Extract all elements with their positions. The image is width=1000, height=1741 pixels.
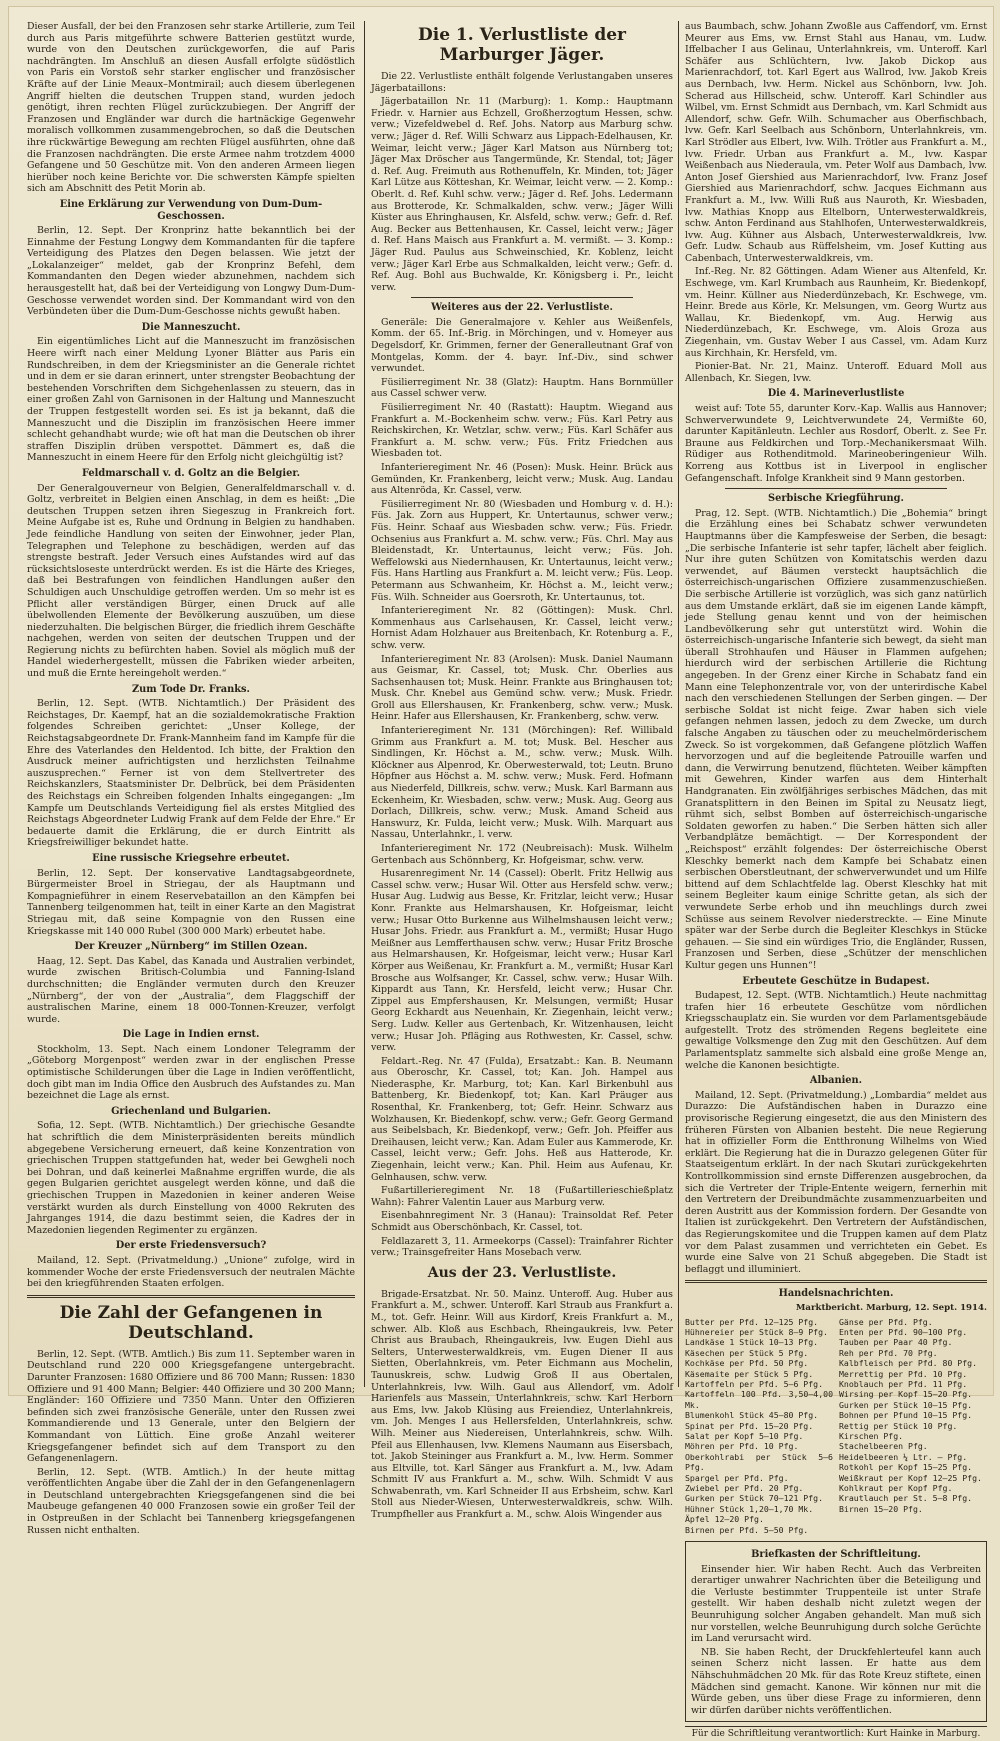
casualty-list: aus Baumbach, schw. Johann Zwoßle aus Caffendorf, vm. Ernst Meurer aus Ems, vw. Ernst Stahl aus Hanau, vm. Ludw. Iffelbacher I aus Gelinau, Unterlahnkreis, vm. Unteroff. Karl Schäfer aus Schlüchtern, lvw. Jakob Dickop aus Marienrachdorf, tot. Karl Egert aus Wallrod, lvw. Jakob Kreis aus Dernbach, lvw. Herm. Nickel aus Schönborn, lvw. Joh. Scherad aus Hillscheid, schw. Unteroff. Karl Schindler aus Wilbel, vm. Ernst Schmidt aus Dernbach, vm. Karl Schmidt aus Allendorf, schw. Gefr. Wilh. Schumacher aus Oberfischbach, lvw. Gefr. Karl Seelbach aus Schönborn, Unterlahnkreis, vm. Karl Strödler aus Elbert, lvw. Wilh. Trötler aus Frankfurt a. M., lvw. Friedr. Urban aus Frankfurt a. M., lvw. Kaspar Weißenbach aus Niederaula, vm. Peter Wolf aus Dambach, lvw. Anton Josef Giershied aus Marienrachdorf, lvw. Franz Josef Giershied aus Marienrachdorf, schw. Jacques Eichmann aus Frankfurt a. M., lvw. Willi Ruß aus Nauroth, Kr. Wiesbaden, lvw. Mathias Knopp aus Eltelborn, Unterwesterwaldkreis, schw. Anton Ferdinand aus Stahlhofen, Unterwesterwaldkreis, lvw. Aug. Kühner aus Alsbach, Unterwesterwaldkreis, lvw. Gefr. Ludw. Schaub aus Rüffelsheim, vm. Josef Kutting aus Cabenbach, Unterwesterwaldkreis, vm.	[685, 21, 987, 264]
casualty-list: Infanterieregiment Nr. 172 (Neubreisach): Musk. Wilhelm Gertenbach aus Schönnberg, Kr. Hofgeismar, schw. verw.	[371, 843, 673, 866]
casualty-list: Inf.-Reg. Nr. 82 Göttingen. Adam Wiener aus Altenfeld, Kr. Eschwege, vm. Karl Krumbach aus Raunheim, Kr. Biedenkopf, vm. Heinr. Küllner aus Niederdünzebach, Kr. Eschwege, vm. Heinr. Brede aus Körle, Kr. Melsungen, vm. Georg Wurtz aus Wallau, Kr. Biedenkopf, vm. Aug. Herwig aus Niederdünzebach, Kr. Eschwege, vm. Alois Groza aus Ziegenhain, vm. Gustav Weber I aus Cassel, vm. Adam Kurz aus Kirchhain, Kr. Hersfeld, vm.	[685, 266, 987, 359]
newspaper-page	[8, 6, 994, 1740]
article-heading: Die 4. Marineverlustliste	[767, 388, 905, 400]
article-paragraph: Der Generalgouverneur von Belgien, Generalfeldmarschall v. d. Goltz, verbreitet in Belgien einen Anschlag, in dem es heißt: „Die deutschen Truppen setzen ihren Siegeszug in Frankreich fort. Meine Aufgabe ist es, Ruhe und Ordnung in Belgien zu handhaben. Jede feindliche Handlung von seiten der Einwohner, jeder Plan, Telegraphen und Telephone zu beschädigen, werden auf das strengste bestraft. Jeder Versuch eines Aufstandes wird auf das rücksichtsloseste unterdrückt werden. Es ist die Härte des Krieges, daß bei Bestrafungen von feindlichen Handlungen außer den Schuldigen auch Unschuldige getroffen werden. Um so mehr ist es Pflicht aller verständigen Bürger, einen Druck auf alle übelwollenden Elemente der Bevölkerung auszuüben, um diese niederzuhalten. Die belgischen Bürger, die friedlich ihrem Geschäfte nachgehen, werden von seiten der deutschen Truppen und der Regierung nichts zu befürchten haben. Soviel als möglich muß der Handel wiederhergestellt, müssen die Fabriken wieder arbeiten, und muß die Ernte hereingeholt werden.“	[27, 482, 355, 680]
article-heading: Griechenland und Bulgarien.	[111, 1105, 271, 1117]
column-rule	[364, 21, 365, 1387]
article-heading: Handelsnachrichten.	[778, 1288, 894, 1300]
column-left	[27, 21, 356, 1536]
letters-box-paragraph: Einsender hier. Wir haben Recht. Auch das Verbreiten derartiger unwahrer Nachrichten über die Beteiligung und die Verluste bestimmter Truppenteile ist unter Strafe gestellt. Wir haben deshalb nicht zuletzt wegen der Beunruhigung solcher Angaben gehandelt. Man muß sich nur vorstellen, welche Beunruhigung durch solche Gerüchte im Land verursacht wird.	[691, 1563, 981, 1645]
article-heading: Der Kreuzer „Nürnberg“ im Stillen Ozean.	[74, 941, 308, 953]
article-paragraph: Berlin, 12. Sept. (WTB. Amtlich.) Bis zum 11. September waren in Deutschland rund 220 000 Kriegsgefangene untergebracht. Darunter Franzosen: 1680 Offiziere und 86 700 Mann; Russen: 1830 Offiziere und 91 400 Mann; Belgier: 440 Offiziere und 30 200 Mann; Engländer: 160 Offiziere und 7350 Mann. Unter den Offizieren befinden sich zwei französische Generäle, unter den Russen zwei Kommandierende und 13 Generale, unter den Belgiern der Kommandant von Lüttich. Eine große Anzahl weiterer Kriegsgefangener befindet sich auf dem Transport zu den Gefangenenlagern.	[27, 1348, 355, 1465]
article-paragraph: Die 22. Verlustliste enthält folgende Verlustangaben unseres Jägerbataillons:	[371, 71, 673, 94]
section-divider	[685, 1280, 987, 1283]
article-paragraph: Haag, 12. Sept. Das Kabel, das Kanada und Australien verbindet, wurde zwischen Britisch-Columbia und Fanning-Island durchschnitten; die Engländer vermuten durch den Kreuzer „Nürnberg“, der von der „Australia“, dem Flaggschiff der australischen Marine, einem 18 000-Tonnen-Kreuzer, verfolgt wurde.	[27, 955, 355, 1025]
article-paragraph: weist auf: Tote 55, darunter Korv.-Kap. Wallis aus Hannover; Schwerverwundete 9, Leichtverwundete 24, Vermißte 60, darunter Kapitänleutn. Lechler aus Rosdorf, Oberlt. z. See Fr. Braune aus Feldkirchen und Torp.-Mechanikersmaat Wilh. Rüdiger aus Rothenditmold. Marineoberingenieur Wilh. Korreng aus Kottbus ist in Liverpool in englischer Gefangenschaft. Infolge Krankheit sind 9 Mann gestorben.	[685, 403, 987, 484]
article-heading: Der erste Friedensversuch?	[115, 1240, 267, 1252]
article-paragraph: Budapest, 12. Sept. (WTB. Nichtamtlich.) Heute nachmittag trafen hier 16 erbeutete Geschütze vom nördlichen Kriegsschauplatz ein. Sie wurden vor dem Parlamentsgebäude aufgestellt. Trotz des strömenden Regens begleitete eine gewaltige Volksmenge den Zug mit den Geschützen. Auf dem Parlamentsplatz sammelte sich alsbald eine große Menge an, welche die Kanonen besichtigte.	[685, 990, 987, 1071]
article-paragraph: Sofia, 12. Sept. (WTB. Nichtamtlich.) Der griechische Gesandte hat schriftlich die dem Ministerpräsidenten bereits mündlich abgegebene Versicherung erneuert, daß keine Konzentration von griechischen Truppen stattgefunden hat, weder bei Gewgheli noch bei Dohran, und daß keinerlei Maßnahme ergriffen wurde, die als gegen Bulgarien gerichtet ausgelegt werden könne, und daß die griechischen Truppen in Mazedonien in keiner anderen Weise verstärkt wurden als durch Einstellung von 4000 Rekruten des Jahrganges 1914, die dazu bestimmt seien, die Kadres der in Mazedonien liegenden Regimenter zu ergänzen.	[27, 1120, 355, 1236]
casualty-list: Füsilierregiment Nr. 40 (Rastatt): Hauptm. Wiegand aus Frankfurt a. M.-Bockenheim schw. verw.; Füs. Karl Petry aus Reichskirchen, Kr. Wetzlar, schw. verw.; Füs. Karl Schäfer aus Frankfurt a. M. schw. verw.; Füs. Fritz Friedchen aus Wiesbaden tot.	[371, 402, 673, 460]
article-heading: Feldmarschall v. d. Goltz an die Belgier.	[81, 467, 301, 479]
article-heading: Weiteres aus der 22. Verlustliste.	[431, 302, 613, 314]
casualty-list: Infanterieregiment Nr. 46 (Posen): Musk. Heinr. Brück aus Gemünden, Kr. Frankenberg, leicht verw.; Musk. Aug. Landau aus Altenröda, Kr. Cassel, verw.	[371, 462, 673, 497]
article-paragraph: Berlin, 12. Sept. Der konservative Landtagsabgeordnete, Bürgermeister Broel in Striegau, der als Hauptmann und Kompagnieführer in einem Reservebataillon an den Kämpfen bei Tannenberg teilgenommen hat, teilt in einer Karte an den Magistrat Striegau mit, daß seine Kompagnie von den Russen eine Kriegskasse mit 140 000 Rubel (300 000 Mark) erbeutet habe.	[27, 867, 355, 937]
casualty-list: Infanterieregiment Nr. 82 (Göttingen): Musk. Chrl. Kommenhaus aus Carlsehausen, Kr. Cassel, leicht verw.; Hornist Adam Holzhauer aus Breitenbach, Kr. Rotenburg a. F., schw. verw.	[371, 605, 673, 651]
article-paragraph: Berlin, 12. Sept. Der Kronprinz hatte bekanntlich bei der Einnahme der Festung Longwy dem Kommandanten für die tapfere Verteidigung des Platzes den Degen belassen. Wie jetzt der „Lokalanzeiger“ meldet, gab der Kronprinz Befehl, dem Kommandanten den Degen wieder abzunehmen, nachdem sich herausgestellt hat, daß bei der Verteidigung von Longwy Dum-Dum-Geschosse verwendet worden sind. Der Kommandant wird von den Verbündeten über die Dum-Dum-Geschosse nichts gewußt haben.	[27, 225, 355, 318]
article-paragraph: Berlin, 12. Sept. (WTB. Nichtamtlich.) Der Präsident des Reichstages, Dr. Kaempf, hat an die sozialdemokratische Fraktion folgendes Schreiben gerichtet: „Unser Kollege, der Reichstagsabgeordnete Dr. Frank-Mannheim fand im Kampfe für die Ehre des Vaterlandes den Heldentod. Ich bitte, der Fraktion den Ausdruck meiner aufrichtigsten und herzlichsten Teilnahme auszusprechen.“ Ferner ist von dem Stellvertreter des Reichskanzlers, Staatsminister Dr. Delbrück, bei dem Präsidenten des Reichstags ein Schreiben folgenden Inhalts eingegangen: „Im Kampfe um Deutschlands Verteidigung fiel als erstes Mitglied des Reichstags Abgeordneter Ludwig Frank auf dem Felde der Ehre.“ Er bedauerte damit die Erklärung, die er durch Eintritt als Kriegsfreiwilliger bekundet hatte.	[27, 698, 355, 849]
article-heading: Zum Tode Dr. Franks.	[132, 683, 250, 695]
article-paragraph: Prag, 12. Sept. (WTB. Nichtamtlich.) Die „Bohemia“ bringt die Erzählung eines bei Schabatz schwer verwundeten Hauptmanns über die Kampfesweise der Serben, die besagt: „Die serbische Infanterie ist sehr tapfer, lächelt aber feiglich. Nur ihre guten Schützen von Komitatschis werden dazu verwendet, auf Bäumen versteckt hauptsächlich die österreichisch-ungarischen Offiziere zusammenzuschießen. Die serbische Artillerie ist vorzüglich, was sich ganz natürlich aus dem Umstande erklärt, daß sie im eigenen Lande kämpft, jede Stellung genau kennt und von der heimischen Landbevölkerung sehr gut unterstützt wird. Wohin die österreichisch-ungarische Infanterie sich bewegt, da sieht man überall Strohhaufen und Häuser in Flammen aufgehen; hierdurch wird der serbischen Artillerie die Richtung angegeben. In der Grenz einer Kirche in Schabatz fand ein Mann eine Telephonzentrale vor, von der unterirdische Kabel nach den verschiedenen Stellungen der Serben gingen. — Der serbische Soldat ist nicht feige. Zwar haben sich viele gefangen nehmen lassen, jedoch zu dem Zwecke, um durch falsche Angaben zu täuschen oder zu meuchelmörderischem Zweck. So ist vorgekommen, daß Gefangene plötzlich Waffen hervorzogen und auf die begleitende Patrouille warfen und dann, die Verwirrung benutzend, flüchteten. Weiber kämpften mit Gewehren, Kinder warfen aus dem Hinterhalt Handgranaten. Ein zwölfjähriges serbisches Mädchen, das mit Granatsplittern in den Beinen im Spital zu Neusatz liegt, rühmt sich, selbst Bomben auf österreichisch-ungarische Soldaten geworfen zu haben.“ Die Serben hätten sich aller Verbandplätze bemächtigt. — Der Korrespondent der „Reichspost“ erzählt folgendes: Der österreichische Oberst Kleschky bemerkt nach dem Kampfe bei Schabatz einen serbischen Oberstleutnant, der schwerverwundet und um Hilfe bittend auf dem Schlachtfelde lag. Oberst Kleschky hat mit seinem Begleiter kaum einige Schritte getan, als sich der verwundete Serbe erhob und ihn meuchlings durch zwei Schüsse aus seinem Revolver niederstreckte. — Eine Minute später war der Serbe durch die Begleiter Kleschkys in Stücke gehauen. — Sie sind ein würdiges Trio, die Engländer, Russen, Franzosen und Serben, diese „Schützer der menschlichen Kultur gegen uns Hunnen“!	[685, 507, 987, 971]
casualty-list: Brigade-Ersatzbat. Nr. 50. Mainz. Unteroff. Aug. Huber aus Frankfurt a. M., schwer. Unteroff. Karl Straub aus Frankfurt a. M., tot. Gefr. Heinr. Will aus Kirdorf, Kreis Frankfurt a. M., schwer. Alb. Kloß aus Eschbach, Rheingaukreis, lvw. Peter Christ aus Braubach, Rheingaukreis, lvw. Eugen Diehl aus Selters, Unterwesterwaldkreis, vm. Eugen Diener II aus Sietten, Oberlahnkreis, vm. Peter Eichmann aus Mochelin, Taunuskreis, schw. Ludwig Groß II aus Obertalen, Unterlahnkreis, lvw. Wilh. Gaul aus Allendorf, vm. Adolf Harienfels aus Massein, Unterlahnkreis, schw. Karl Herborn aus Ems, lvw. Jakob Klüsing aus Freiendiez, Unterlahnkreis, vm. Joh. Menges I aus Hellersfelden, Unterlahnkreis, schw. Wilh. Meiner aus Niedereisen, Unterlahnkreis, schw. Wilh. Pfeil aus Ellenhausen, lvw. Klemens Naumann aus Eisersbach, tot. Jakob Steininger aus Frankfurt a. M., lvw. Herm. Sommer aus Eltville, tot. Karl Sänger aus Frankfurt a. M., lvw. Adam Schmitt IV aus Frankfurt a. M., schw. Wilh. Schmidt V aus Schwabenrath, vm. Karl Schneider II aus Erbsheim, schw. Karl Stoll aus Nieder-Wiesen, Unterwesterwaldkreis, schw. Wilh. Trumpfheller aus Frankfurt a. M., schw. Alois Wingender aus	[371, 1288, 673, 1521]
market-report-header: Marktbericht. Marburg, 12. Sept. 1914.	[795, 1302, 987, 1313]
casualty-list: Feldart.-Reg. Nr. 47 (Fulda), Ersatzabt.: Kan. B. Neumann aus Oberoschr, Kr. Cassel, tot; Kan. Joh. Hampel aus Niederasphe, Kr. Marburg, tot; Kan. Karl Birkenbuhl aus Battenberg, Kr. Biedenkopf, tot; Kan. Karl Präuger aus Rosenthal, Kr. Frankenberg, tot; Gefr. Heinr. Schwarz aus Wolzhausen, Kr. Biedenkopf, schw. verw.; Gefr. Georg Germand aus Seibelsbach, Kr. Biedenkopf, verw.; Gefr. Joh. Pfeiffer aus Dreihausen, leicht verw.; Kan. Adam Euler aus Kammerode, Kr. Cassel, leicht verw.; Gefr. Johs. Heß aus Hatterode, Kr. Ziegenhain, leicht verw.; Kan. Phil. Heim aus Aufenau, Kr. Gelnhausen, schw. verw.	[371, 1055, 673, 1183]
article-heading: Albanien.	[809, 1075, 863, 1087]
section-headline: Aus der 23. Verlustliste.	[427, 1264, 617, 1281]
article-heading: Serbische Kriegführung.	[768, 493, 904, 505]
casualty-list: Eisenbahnregiment Nr. 3 (Hanau): Trainsoldat Ref. Peter Schmidt aus Oberschönbach, Kr. Cassel, tot.	[371, 1210, 673, 1233]
casualty-list: Füsilierregiment Nr. 38 (Glatz): Hauptm. Hans Bornmüller aus Cassel schwer verw.	[371, 376, 673, 400]
article-heading: Die Manneszucht.	[141, 321, 241, 333]
section-divider	[27, 1295, 355, 1298]
column-middle	[371, 21, 673, 1521]
divider	[411, 297, 633, 298]
article-paragraph: Mailand, 12. Sept. (Privatmeldung.) „Unione“ zufolge, wird in kommender Woche der erste Friedensversuch der neutralen Mächte bei den kriegführenden Staaten erfolgen.	[27, 1254, 355, 1290]
casualty-list: Fußartillerieregiment Nr. 18 (Fußartillerieschießplatz Wahn): Fahrer Valentin Lauer aus Marburg verw.	[371, 1185, 673, 1208]
letters-box	[685, 1541, 987, 1722]
article-paragraph: Mailand, 12. Sept. (Privatmeldung.) „Lombardia“ meldet aus Durazzo: Die Aufständischen haben in Durazzo eine provisorische Regierung eingesetzt, die aus den Ministern des früheren Fürsten von Albanien besteht. Die neue Regierung hat in offizieller Form die Entthronung Wilhelms von Wied erklärt. Die Regierung hat die in Durazzo gelegenen Güter für Staatseigentum erklärt. In der nach Skutari zurückgekehrten Kontrollkommission sind ernste Differenzen ausgebrochen, da sich die Vertreter der Triple-Entente weigern, fernerhin mit den Vertretern der Dreibundmächte zusammenzuarbeiten und deren Austritt aus der Kommission fordern. Der Gesandte von Italien ist zurückgekehrt. Den Vertretern der Aufständischen, das Regierungskomitee und die Truppen kamen auf dem Platz vor dem Palast zusammen und verrichteten ein Gebet. Es wurde eine Salve von 21 Schuß abgegeben. Die Stadt ist beflaggt und illuminiert.	[685, 1089, 987, 1275]
casualty-list: Jägerbataillon Nr. 11 (Marburg): 1. Komp.: Hauptmann Friedr. v. Harnier aus Echzell, Großherzogtum Hessen, schw. verw.; Vizefeldwebel d. Ref. Johs. Natorp aus Marburg schw. verw.; Jäger d. Ref. Willi Schwarz aus Lippach-Edelhausen, Kr. Weimar, leicht verw.; Jäger Karl Matson aus Nürnberg tot; Jäger Max Dröscher aus Tangermünde, Kr. Stendal, tot; Jäger d. Ref. Aug. Freimuth aus Rothenuffeln, Kr. Minden, tot; Jäger Karl Lütze aus Kötteshan, Kr. Weimar, leicht verw. — 2. Komp.: Oberlt. d. Ref. Kuhl schw. verw.; Jäger d. Ref. Johs. Ledermann aus Brotterode, Kr. Schmalkalden, schw. verw.; Jäger Willi Küster aus Ehringhausen, Kr. Alsfeld, schw. verw.; Gefr. d. Ref. Aug. Becker aus Bettenhausen, Kr. Cassel, leicht verw.; Jäger d. Ref. Hans Maisch aus Frankfurt a. M. vermißt. — 3. Komp.: Jäger Rud. Paulus aus Schweinschied, Kr. Koblenz, leicht verw.; Jäger Karl Erbe aus Schmalkalden, leicht verw.; Gefr. d. Ref. Aug. Bohl aus Buchwalde, Kr. Königsberg i. Pr., leicht verw.	[371, 96, 673, 293]
article-paragraph: Berlin, 12. Sept. (WTB. Amtlich.) In der heute mittag veröffentlichten Angabe über die Zahl der in den Gefangenenlagern in Deutschland untergebrachten Kriegsgefangenen sind die bei Maubeuge gefangenen 40 000 Franzosen sowie ein großer Teil der in Ostpreußen in der Schlacht bei Tannenberg kriegsgefangenen Russen nicht enthalten.	[27, 1466, 355, 1536]
casualty-list: Generäle: Die Generalmajore v. Kehler aus Weißenfels, Komm. der 65. Inf.-Brig. in Mörchingen, und v. Homeyer aus Degelsdorf, Kr. Grimmen, ferner der Generalleutnant Graf von Montgelas, Komm. der 4. bayr. Inf.-Div., sind schwer verwundet.	[371, 316, 673, 375]
article-heading: Eine russische Kriegsehre erbeutet.	[92, 852, 290, 864]
casualty-list: Füsilierregiment Nr. 80 (Wiesbaden und Homburg v. d. H.): Füs. Jak. Zorn aus Huppert, Kr. Untertaunus, schwer verw.; Füs. Heinr. Schaaf aus Wiesbaden schw. verw.; Füs. Friedr. Ochsenius aus Frankfurt a. M. schw. verw.; Füs. Chrl. May aus Bleidenstadt, Kr. Untertaunus, leicht verw.; Füs. Joh. Weffelowski aus Niedernhausen, Kr. Untertaunus, leicht verw.; Füs. Hans Hartling aus Frankfurt a. M. leicht verw.; Füs. Leop. Petermann aus Schwanheim, Kr. Höchst a. M., leicht verw.; Füs. Wilh. Schneider aus Goersroth, Kr. Untertaunus, tot.	[371, 498, 673, 603]
letters-box-title: Briefkasten der Schriftleitung.	[751, 1549, 921, 1561]
article-heading: Eine Erklärung zur Verwendung von Dum-Dum-Geschossen.	[59, 198, 323, 222]
casualty-list: Feldlazarett 3, 11. Armeekorps (Cassel): Trainfahrer Richter verw.; Trainsgefreiter Hans Mosebach verw.	[371, 1235, 673, 1259]
article-paragraph: Dieser Ausfall, der bei den Franzosen sehr starke Artillerie, zum Teil durch aus Paris mitgeführte schwere Batterien gestützt wurde, wurde von den Deutschen zurückgeworfen, die auf Paris nachdrängten. Im Anschluß an diesen Ausfall erfolgte südöstlich von Paris ein Vorstoß sehr starker englischer und französischer Kräfte auf der Linie Meaux–Montmirail; auch diesem überlegenen Angriff hielten die deutschen Truppen stand, wurden jedoch genötigt, ihren rechten Flügel zurückzubiegen. Der Angriff der Franzosen und Engländer war durch die hartnäckige Gegenwehr moralisch vollkommen zusammengebrochen, so daß die Deutschen ihre rückwärtige Bewegung am rechten Flügel ausführten, ohne daß die Franzosen nachdrängten. Die erste Armee nahm trotzdem 4000 Gefangene und 50 Geschütze mit. Von den anderen Armeen liegen hierüber noch keine Berichte vor. Die schwersten Kämpfe spielten sich am Abschnitt des Petit Morin ab.	[27, 21, 356, 195]
casualty-list: Pionier-Bat. Nr. 21, Mainz. Unteroff. Eduard Moll aus Allenbach, Kr. Siegen, lvw.	[685, 361, 987, 384]
casualty-list: Infanterieregiment Nr. 83 (Arolsen): Musk. Daniel Naumann aus Geismar, Kr. Cassel, tot; Musk. Chr. Oberlies aus Sachsenhausen tot; Musk. Heinr. Frankte aus Bringhausen tot; Musk. Chr. Knebel aus Gemünd schw. verw.; Musk. Friedr. Groll aus Ellershausen, Kr. Frankenberg, schw. verw.; Musk. Heinr. Hafer aus Ellershausen, Kr. Frankenberg, schw. verw.	[371, 653, 673, 723]
section-headline: Die Zahl der Gefangenen in Deutschland.	[59, 1302, 323, 1343]
article-heading: Die Lage in Indien ernst.	[122, 1029, 260, 1041]
casualty-list: Husarenregiment Nr. 14 (Cassel): Oberlt. Fritz Hellwig aus Cassel schw. verw.; Husar Wil. Otter aus Hersfeld schw. verw.; Husar Aug. Ludwig aus Besse, Kr. Fritzlar, leicht verw.; Husar Konr. Frankte aus Helmarshausen, Kr. Hofgeismar, leicht verw.; Husar Otto Burkenne aus Wilhelmshausen leicht verw.; Husar Johs. Friedr. aus Frankfurt a. M., vermißt; Husar Hugo Meißner aus Lemfferthausen schw. verw.; Husar Fritz Brosche aus Helmarshausen, Kr. Hofgeismar, leicht verw.; Husar Karl Körper aus Weißenau, Kr. Frankfurt a. M., vermißt; Husar Karl Brosche aus Wolfsanger, Kr. Cassel, schw. verw.; Husar Wilh. Kippardt aus Tann, Kr. Hersfeld, leicht verw.; Husar Chr. Zippel aus Empfershausen, Kr. Melsungen, vermißt; Husar Georg Eckhardt aus Neuenhain, Kr. Ziegenhain, leicht verw.; Serg. Ludw. Keller aus Gertenbach, Kr. Witzenhausen, leicht verw.; Husar Joh. Pfläging aus Rothwesten, Kr. Cassel, schw. verw.	[371, 868, 673, 1054]
article-paragraph: Stockholm, 13. Sept. Nach einem Londoner Telegramm der „Göteborg Morgenpost“ werden zwar in der englischen Presse optimistische Schilderungen über die Lage in Indien veröffentlicht, doch gibt man im India Office den Ausbruch des Aufstandes zu. Man bezeichnet die Lage als ernst.	[27, 1043, 355, 1102]
casualty-list: Infanterieregiment Nr. 131 (Mörchingen): Ref. Willibald Grimm aus Frankfurt a. M. tot; Musk. Bel. Hescher aus Sindlingen, Kr. Höchst a. M., schw. verw.; Musk. Wilh. Klöckner aus Alpenrod, Kr. Oberwesterwald, tot; Leutn. Bruno Höpfner aus Höchst a. M. schw. verw.; Musk. Ferd. Hofmann aus Niederfeld, Dillkreis, schw. verw.; Musk. Karl Barmann aus Eckenheim, Kr. Wiesbaden, schw. verw.; Musk. Aug. Georg aus Dorlach, Dillkreis, schw. verw.; Musk. Amand Scheid aus Hanswurz, Kr. Fulda, leicht verw.; Musk. Wilh. Marquart aus Nassau, Unterlahnkr., l. verw.	[371, 725, 673, 841]
article-paragraph: Ein eigentümliches Licht auf die Manneszucht im französischen Heere wirft nach einer Meldung Lyoner Blätter aus Paris ein Rundschreiben, in dem der Kriegsminister an die Generale richtet und in dem er sie daran erinnert, unter strengster Beobachtung der bestehenden Vorschriften dem Sichgehenlassen zu steuern, das in einer großen Zahl von Garnisonen in der Haltung und Manneszucht der Truppen festgestellt worden sei. Es ist ja bekannt, daß die Manneszucht und die Disziplin im französischen Heere immer schlecht gehandhabt wurde; wie oft hat man die Deutschen ob ihrer straffen Disziplin drüben verspottet. Dämmert es, daß die Manneszucht in einem Heere für den Erfolg nicht gleichgültig ist?	[27, 336, 355, 464]
letters-box-paragraph: NB. Sie haben Recht, der Druckfehlerteufel kann auch seinen Scherz nicht lassen. Er hatte aus dem Nähschuhmädchen 20 Mk. für das Rote Kreuz stiftete, einen Mädchen sind gemacht. Kanone. Wir können nur mit die Würde geben, uns über diese Frage zu informieren, denn wir dürfen darüber nichts veröffentlichen.	[691, 1646, 981, 1716]
article-heading: Erbeutete Geschütze in Budapest.	[742, 975, 930, 987]
section-headline: Die 1. Verlustliste der Marburger Jäger.	[418, 25, 626, 65]
market-price-list: Gänse per Pfd. Pfg. Enten per Pfd. 90—100 Pfg. Tauben per Paar 40 Pfg. Reh per Pfd. 70 Pfg. Kalbfleisch per Pfd. 80 Pfg. Merrettig per Pfd. 10 Pfg. Knoblauch per Pfd. 11 Pfg. Wirsing per Kopf 15—20 Pfg. Gurken per Stück 10—15 Pfg. Bohnen per Pfund 10—15 Pfg. Rettig per Stück 10 Pfg. Kirschen Pfg. Stachelbeeren Pfg. Heidelbeeren ¼ Ltr. — Pfg. Rotkohl per Kopf 15—25 Pfg. Weißkraut per Kopf 12—25 Pfg. Kohlkraut per Kopf Pfg. Krautlauch per St. 5—8 Pfg. Birnen 15—20 Pfg.	[839, 1316, 982, 1514]
market-price-table	[685, 1317, 987, 1536]
column-rule	[678, 21, 679, 1387]
market-price-list: Butter per Pfd. 12—125 Pfg. Hühnereier per Stück 8—9 Pfg. Landkäse 1 Stück 10—13 Pfg. Käsechen per Stück 5 Pfg. Kochkäse per Pfd. 50 Pfg. Käsemaite per Stück 5 Pfg. Kartoffeln per Pfd. 5—6 Pfg. Kartoffeln 100 Pfd. 3,50—4,00 Mk. Blumenkohl Stück 45—80 Pfg. Spinat per Pfd. 15—20 Pfg. Salat per Kopf 5—10 Pfg. Möhren per Pfd. 10 Pfg. Oberkohlrabi per Stück 5—6 Pfg. Spargel per Pfd. Pfg. Zwiebel per Pfd. 20 Pfg. Gurken per Stück 70—121 Pfg. Hühner Stück 1,20—1,70 Mk. Äpfel 12—20 Pfg. Birnen per Pfd. 5—50 Pfg.	[685, 1316, 833, 1535]
imprint-footer: Für die Schriftleitung verantwortlich: Kurt Hainke in Marburg.	[685, 1726, 987, 1741]
column-right	[685, 21, 987, 1740]
divider	[725, 488, 947, 489]
